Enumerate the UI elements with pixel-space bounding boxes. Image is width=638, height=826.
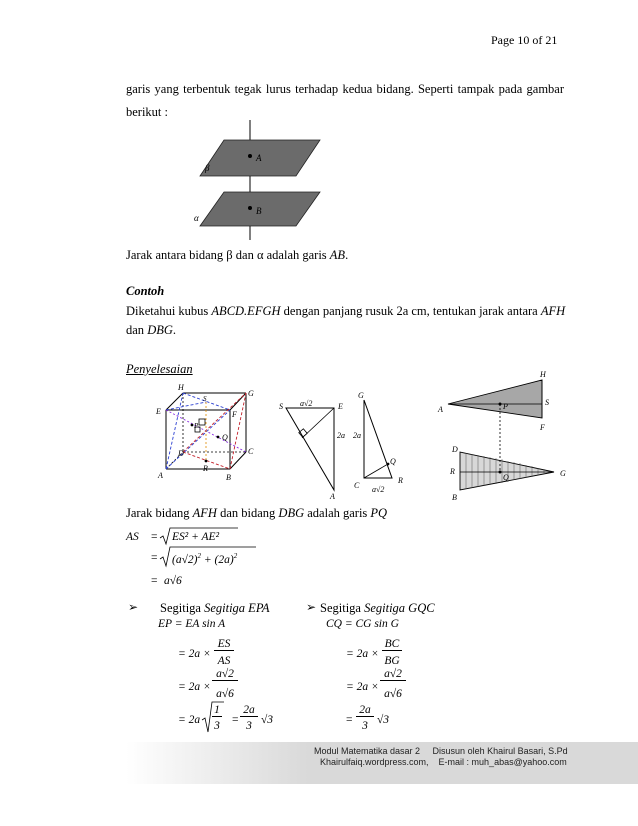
left-l2-den: AS bbox=[217, 655, 231, 667]
as-row-2: $(a√2)^2 + (2a)^2$ bbox=[172, 552, 238, 566]
cube-label-E: E bbox=[156, 407, 161, 416]
tri2-label-R: R bbox=[398, 476, 403, 485]
left-l4-num: 1 bbox=[212, 704, 222, 717]
tri3-label-P: P bbox=[503, 402, 508, 411]
contoh-l2-pre: dan bbox=[126, 323, 148, 337]
left-l4c-num: 2a bbox=[240, 704, 258, 717]
right-title: Segitiga Segitiga GQC bbox=[320, 601, 435, 615]
label-alpha: α bbox=[194, 213, 199, 223]
cube-label-D: D bbox=[178, 449, 184, 458]
tri2-label-G: G bbox=[358, 391, 364, 400]
jarak-sentence bbox=[126, 245, 348, 265]
right-l4-root: √3 bbox=[377, 714, 390, 726]
as-lhs: AS bbox=[126, 531, 139, 543]
triangle-sea-figure bbox=[279, 398, 350, 501]
parallel-planes-figure bbox=[196, 120, 356, 240]
tri3-label-Q: Q bbox=[503, 473, 509, 482]
as-r2b: 2a bbox=[218, 553, 230, 566]
right-line-1: CQ = CG sin G bbox=[326, 618, 399, 630]
as-r2-sq2: 2 bbox=[233, 552, 238, 560]
cube-label-F: F bbox=[232, 410, 237, 419]
as-row-1: ES² + AE² bbox=[172, 531, 220, 543]
cube-figure bbox=[148, 384, 288, 484]
footer-line-2: Khairulfaiq.wordpress.com, E-mail : muh_abas@yahoo.com bbox=[320, 757, 567, 767]
left-line-4a: = 2a bbox=[178, 714, 201, 726]
contoh-l1-pre: Diketahui kubus bbox=[126, 304, 212, 318]
right-l3-den: a√6 bbox=[384, 688, 402, 700]
jarak-dot: . bbox=[345, 248, 349, 262]
cube-label-S: S bbox=[203, 395, 207, 403]
contoh-dbg: DBG bbox=[147, 323, 173, 337]
jarak-ab: AB bbox=[329, 248, 346, 262]
jarak-bidang-sentence bbox=[126, 503, 387, 523]
label-B: B bbox=[256, 206, 262, 216]
bullet-arrow-icon: ➢ bbox=[306, 600, 317, 614]
jb-mid: dan bidang bbox=[216, 506, 279, 520]
left-title-name: Segitiga EPA bbox=[204, 601, 270, 615]
intro-line-2: berikut : bbox=[126, 105, 169, 119]
right-l4-den: 3 bbox=[362, 720, 368, 732]
right-l3-num: a√2 bbox=[380, 668, 406, 681]
left-l2-num: ES bbox=[214, 638, 234, 651]
right-l2-den: BG bbox=[384, 655, 400, 667]
contoh-cube: ABCD.EFGH bbox=[211, 304, 281, 318]
tri1-label-S: S bbox=[279, 402, 283, 411]
label-beta: β bbox=[205, 163, 210, 173]
cube-label-H: H bbox=[178, 383, 184, 392]
left-l4c-den: 3 bbox=[246, 720, 252, 732]
penyelesaian-title: Penyelesaian bbox=[126, 362, 193, 376]
tri3-label-G: G bbox=[560, 469, 566, 478]
left-line-1: EP = EA sin A bbox=[158, 618, 226, 630]
right-line-3a: = 2a × bbox=[346, 681, 379, 693]
left-l3-den: a√6 bbox=[216, 688, 234, 700]
cube-label-Q: Q bbox=[222, 433, 228, 442]
tri1-label-A: A bbox=[330, 492, 335, 501]
triangles-afh-dbg-figure bbox=[434, 368, 574, 502]
as-eq-2: = bbox=[151, 552, 158, 564]
jb-dbg: DBG bbox=[278, 506, 305, 520]
contoh-line-2 bbox=[126, 320, 176, 340]
footer-line-1: Modul Matematika dasar 2 Disusun oleh Khairul Basari, S.Pd bbox=[314, 746, 568, 756]
jb-afh: AFH bbox=[192, 506, 217, 520]
right-line-4a: = bbox=[346, 714, 353, 726]
contoh-title: Contoh bbox=[126, 284, 165, 298]
cube-label-P: P bbox=[194, 422, 199, 430]
left-line-3a: = 2a × bbox=[178, 681, 211, 693]
label-A: A bbox=[256, 153, 262, 163]
jb-pq: PQ bbox=[370, 506, 388, 520]
cube-label-A: A bbox=[158, 471, 163, 480]
tri2-bottom: a√2 bbox=[372, 485, 385, 494]
as-r2-sq1: 2 bbox=[197, 552, 201, 560]
tri1-label-E: E bbox=[338, 402, 343, 411]
contoh-l1-mid: dengan panjang rusuk 2a cm, tentukan jarak antara bbox=[280, 304, 541, 318]
page-number: Page 10 of 21 bbox=[491, 33, 558, 47]
intro-line-1: garis yang terbentuk tegak lurus terhadap kedua bidang. Seperti tampak pada gambar bbox=[126, 82, 564, 96]
cube-label-B: B bbox=[226, 473, 231, 482]
left-l4-eq: = bbox=[232, 714, 239, 726]
tri1-side: a√2 bbox=[300, 399, 313, 408]
left-l3-num: a√2 bbox=[212, 668, 238, 681]
tri2-label-Q: Q bbox=[390, 457, 396, 466]
cube-label-G: G bbox=[248, 389, 254, 398]
left-l4-root: √3 bbox=[261, 714, 274, 726]
tri3-label-H: H bbox=[540, 370, 546, 379]
tri3-label-D: D bbox=[452, 445, 458, 454]
right-title-name: Segitiga GQC bbox=[364, 601, 435, 615]
cube-label-C: C bbox=[248, 447, 254, 456]
tri2-side-1: 2a bbox=[337, 431, 345, 440]
tri2-label-C: C bbox=[354, 481, 360, 490]
jb-mid2: adalah garis bbox=[304, 506, 371, 520]
tri3-label-F: F bbox=[540, 423, 545, 432]
tri3-label-A: A bbox=[438, 405, 443, 414]
contoh-line-1 bbox=[126, 301, 565, 321]
right-l4-num: 2a bbox=[356, 704, 374, 717]
jarak-text: Jarak antara bidang β dan α adalah garis bbox=[126, 248, 330, 262]
bullet-arrow-icon: ➢ bbox=[128, 600, 139, 614]
left-line-2a: = 2a × bbox=[178, 648, 211, 660]
as-eq-3: = bbox=[151, 575, 158, 587]
left-l4-den: 3 bbox=[214, 720, 220, 732]
as-eq-1: = bbox=[151, 531, 158, 543]
cube-label-R: R bbox=[203, 464, 208, 473]
contoh-l2-end: . bbox=[172, 323, 177, 337]
as-r2a: a√2 bbox=[175, 553, 194, 566]
right-l2-num: BC bbox=[382, 638, 402, 651]
tri2-side-2: 2a bbox=[353, 431, 361, 440]
triangle-gqc-figure bbox=[337, 391, 410, 494]
left-title: Segitiga Segitiga EPA bbox=[160, 601, 270, 615]
footer-gradient bbox=[126, 742, 308, 784]
tri3-label-B: B bbox=[452, 493, 457, 502]
tri3-label-R: R bbox=[450, 467, 455, 476]
contoh-afh: AFH bbox=[540, 304, 566, 318]
as-row-3: a√6 bbox=[164, 575, 182, 587]
tri3-label-S: S bbox=[545, 398, 549, 407]
jb-pre: Jarak bidang bbox=[126, 506, 193, 520]
right-line-2a: = 2a × bbox=[346, 648, 379, 660]
